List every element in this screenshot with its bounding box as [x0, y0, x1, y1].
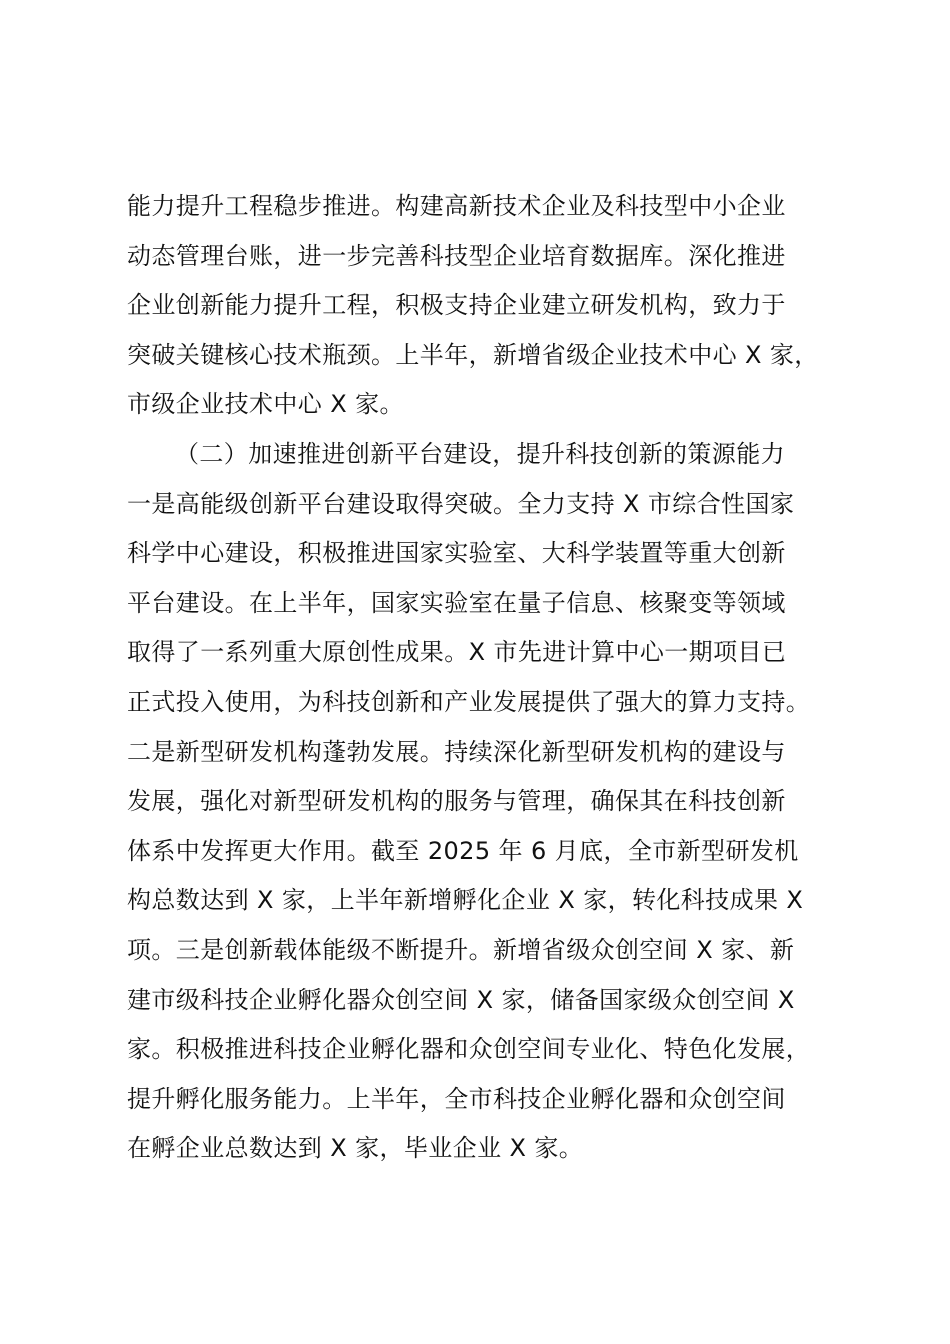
text-line: 突破关键核心技术瓶颈。上半年，新增省级企业技术中心 X 家， [127, 340, 819, 369]
text-line: 二是新型研发机构蓬勃发展。持续深化新型研发机构的建设与 [127, 737, 786, 766]
text-line: 发展，强化对新型研发机构的服务与管理，确保其在科技创新 [127, 787, 786, 816]
text-line: 正式投入使用，为科技创新和产业发展提供了强大的算力支持。 [127, 687, 811, 716]
text-line: 取得了一系列重大原创性成果。X 市先进计算中心一期项目已 [127, 638, 787, 667]
text-line: 科学中心建设，积极推进国家实验室、大科学装置等重大创新 [127, 539, 786, 568]
text-line: 家。积极推进科技企业孵化器和众创空间专业化、特色化发展， [127, 1035, 811, 1064]
text-line: 一是高能级创新平台建设取得突破。全力支持 X 市综合性国家 [127, 489, 795, 518]
text-line: 在孵企业总数达到 X 家，毕业企业 X 家。 [127, 1134, 584, 1163]
text-line: 构总数达到 X 家，上半年新增孵化企业 X 家，转化科技成果 X [127, 886, 804, 915]
text-line: 项。三是创新载体能级不断提升。新增省级众创空间 X 家、新 [127, 935, 795, 964]
text-line: 市级企业技术中心 X 家。 [127, 390, 404, 419]
text-line: 企业创新能力提升工程，积极支持企业建立研发机构，致力于 [127, 291, 786, 320]
text-line: 提升孵化服务能力。上半年，全市科技企业孵化器和众创空间 [127, 1084, 786, 1113]
text-line: 动态管理台账，进一步完善科技型企业培育数据库。深化推进 [127, 241, 786, 270]
text-line: 平台建设。在上半年，国家实验室在量子信息、核聚变等领域 [127, 588, 786, 617]
section-heading: （二）加速推进创新平台建设，提升科技创新的策源能力 [175, 439, 785, 468]
text-line: 体系中发挥更大作用。截至 2025 年 6 月底，全市新型研发机 [127, 836, 799, 865]
text-line: 建市级科技企业孵化器众创空间 X 家，储备国家级众创空间 X [127, 985, 795, 1014]
text-line: 能力提升工程稳步推进。构建高新技术企业及科技型中小企业 [127, 192, 786, 220]
body-text [127, 182, 867, 1174]
